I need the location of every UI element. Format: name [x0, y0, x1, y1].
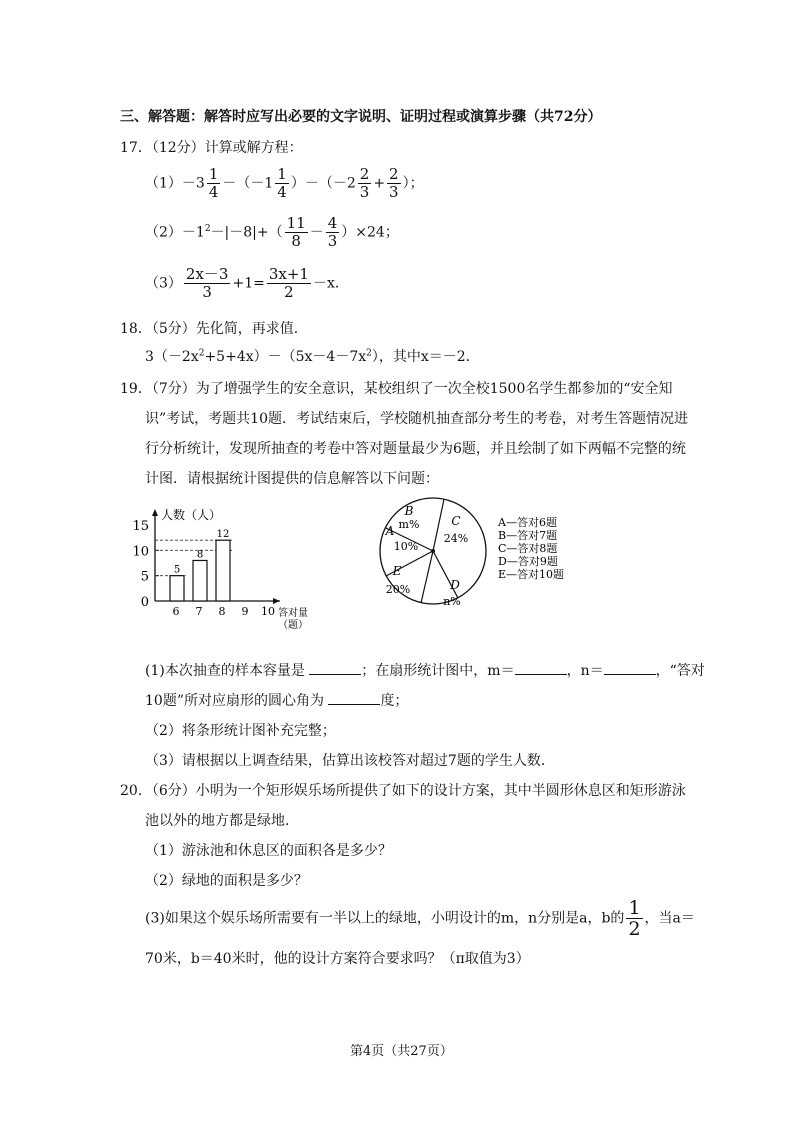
x-tick-label: 6	[172, 605, 180, 618]
q19-line1: 19．（7分）为了增强学生的安全意识，某校组织了一次全校1500名学生都参加的“安全知	[120, 381, 673, 397]
q18-expression	[145, 346, 480, 366]
pie-slice-letter: A	[385, 524, 395, 538]
q20-sub3a: (3)如果这个娱乐场所需要有一半以上的绿地，小明设计的m，n分别是a，b的	[145, 910, 625, 927]
pie-center	[431, 549, 435, 553]
bar-value-label: 12	[216, 529, 230, 541]
n-blank	[604, 660, 656, 675]
pie-legend-item: B—答对7题	[498, 529, 558, 542]
y-tick-label: 5	[140, 569, 149, 585]
pie-legend-item: A—答对6题	[498, 516, 557, 529]
q17-p3-end: －x．	[312, 275, 349, 292]
q17-p2-mid: －|－8|+（	[210, 224, 283, 241]
y-tick-label: 0	[140, 595, 149, 610]
q17-p2-frac-a: $\frac{11}{8}$	[286, 214, 306, 250]
bar-chart	[130, 505, 330, 635]
q18-expr-sup2: 2	[366, 348, 372, 359]
q19-sub1c: ，n＝	[566, 663, 604, 679]
x-axis-label-unit: （题）	[278, 620, 308, 631]
q19-sub2: （2）将条形统计图补充完整；	[145, 723, 336, 739]
q19-line2: 识”考试，考题共10题．考试结束后，学校随机抽查部分考生的考卷，对考生答题情况进	[145, 411, 688, 427]
section-title: 三、解答题：解答时应写出必要的文字说明、证明过程或演算步骤（共72分）	[120, 109, 602, 125]
q17-p1-frac-c: $\frac{2}{3}$	[359, 165, 370, 201]
q17-p1-frac-b: $\frac{1}{4}$	[277, 165, 287, 201]
bar-value-label: 5	[173, 564, 181, 576]
pie-slice-percent: 20%	[385, 583, 411, 596]
bar	[170, 576, 184, 601]
q19-sub1a: (1)本次抽查的样本容量是	[145, 663, 305, 679]
q18-expr-c: ），其中x＝－2．	[371, 349, 480, 365]
q20-sub2: （2）绿地的面积是多少？	[145, 873, 308, 889]
q18-expr-sup1: 2	[198, 348, 205, 359]
q19-sub1b: ；在扇形统计图中，m＝	[361, 663, 515, 679]
q20-line2: 池以外的地方都是绿地．	[145, 813, 299, 829]
q17-p1-mid1: －（－1	[222, 175, 274, 192]
pie-legend-item: C—答对8题	[498, 542, 558, 555]
q19-sub1d: ，“答对	[655, 663, 705, 679]
q18-expr-a: 3（－2x	[145, 349, 199, 365]
q18-expr-b: +5+4x）－（5x－4－7x	[204, 349, 367, 365]
x-tick-label: 7	[195, 605, 203, 618]
q19-line3: 行分析统计，发现所抽查的考卷中答对题量最少为6题，并且绘制了如下两幅不完整的统	[145, 441, 686, 457]
q17-p2-sup: 2	[204, 223, 211, 234]
x-tick-label: 8	[218, 605, 226, 618]
q17-p1-mid2: ）－（－2	[290, 175, 356, 192]
y-axis-label: 人数（人）	[161, 508, 222, 522]
sample-size-blank	[309, 660, 361, 675]
q17-p1-frac-d: $\frac{2}{3}$	[389, 165, 399, 201]
q19-line4: 计图．请根据统计图提供的信息解答以下问题：	[145, 471, 439, 487]
q20-sub1: （1）游泳池和休息区的面积各是多少？	[145, 843, 392, 859]
q19-sub3: （3）请根据以上调查结果，估算出该校答对超过7题的学生人数．	[145, 753, 555, 769]
q17-label: 17．（12分）计算或解方程：	[120, 140, 303, 156]
q18-label: 18．（5分）先化简，再求值．	[120, 321, 308, 337]
pie-slice-letter: E	[392, 564, 402, 578]
page-footer: 第4页（共27页）	[350, 1044, 453, 1059]
q17-p3-mid: +1=	[232, 275, 265, 292]
pie-slice-letter: B	[404, 504, 414, 518]
q19-sub1-line1	[145, 660, 705, 680]
pie-slice-percent: n%	[443, 595, 461, 608]
q17-p1-prefix: （1）－3	[145, 175, 205, 192]
bar	[216, 540, 230, 601]
bar	[193, 560, 207, 601]
angle-blank	[328, 690, 380, 705]
q17-part1	[145, 166, 424, 201]
q17-p3-frac-b: $\frac{3x+1}{2}$	[268, 265, 309, 301]
q17-p2-frac-b: $\frac{4}{3}$	[327, 214, 338, 250]
bar-value-label: 8	[196, 549, 204, 561]
y-tick-label: 10	[132, 544, 149, 560]
pie-legend-item: E—答对10题	[498, 568, 565, 581]
x-tick-label: 9	[241, 605, 249, 618]
q20-line1: 20．（6分）小明为一个矩形娱乐场所提供了如下的设计方案，其中半圆形休息区和矩形游泳	[120, 783, 686, 799]
pie-chart	[370, 495, 600, 615]
q20-sub3-line2: 70米，b＝40米时，他的设计方案符合要求吗？（π取值为3）	[145, 951, 530, 967]
q19-sub1e: 10题”所对应扇形的圆心角为	[145, 693, 324, 709]
q17-part3	[145, 266, 349, 301]
q17-p3-prefix: （3）	[145, 275, 182, 292]
q17-part2	[145, 215, 399, 250]
q20-sub3b: ，当a＝	[644, 910, 695, 927]
q19-sub1f: 度；	[380, 693, 409, 709]
q20-sub3-line1	[145, 898, 695, 939]
x-tick-label: 10	[261, 605, 275, 618]
y-axis-arrow	[152, 509, 158, 516]
q17-p1-frac-a: $\frac{1}{4}$	[208, 165, 219, 201]
x-axis-label: 答对量	[278, 608, 308, 619]
q17-p1-plus: +	[373, 175, 386, 192]
pie-legend-item: D—答对9题	[498, 555, 558, 568]
q17-p2-minus: －	[309, 224, 324, 241]
pie-slice-letter: C	[451, 514, 461, 528]
y-tick-label: 15	[132, 519, 149, 534]
m-blank	[515, 660, 567, 675]
q19-sub1-line2	[145, 690, 408, 710]
pie-slice-percent: 10%	[393, 540, 419, 553]
q17-p2-end: ）×24；	[341, 224, 399, 241]
pie-slice-percent: m%	[398, 518, 420, 531]
x-axis-arrow	[273, 598, 280, 604]
q17-p3-frac-a: $\frac{2x-3}{3}$	[185, 265, 229, 301]
q20-sub3-frac: $\frac{1}{2}$	[628, 897, 641, 940]
q17-p2-prefix: （2）－1	[145, 224, 205, 241]
pie-slice-percent: 24%	[443, 532, 469, 545]
pie-slice-letter: D	[450, 578, 460, 592]
q17-p1-end: ）；	[402, 175, 424, 192]
